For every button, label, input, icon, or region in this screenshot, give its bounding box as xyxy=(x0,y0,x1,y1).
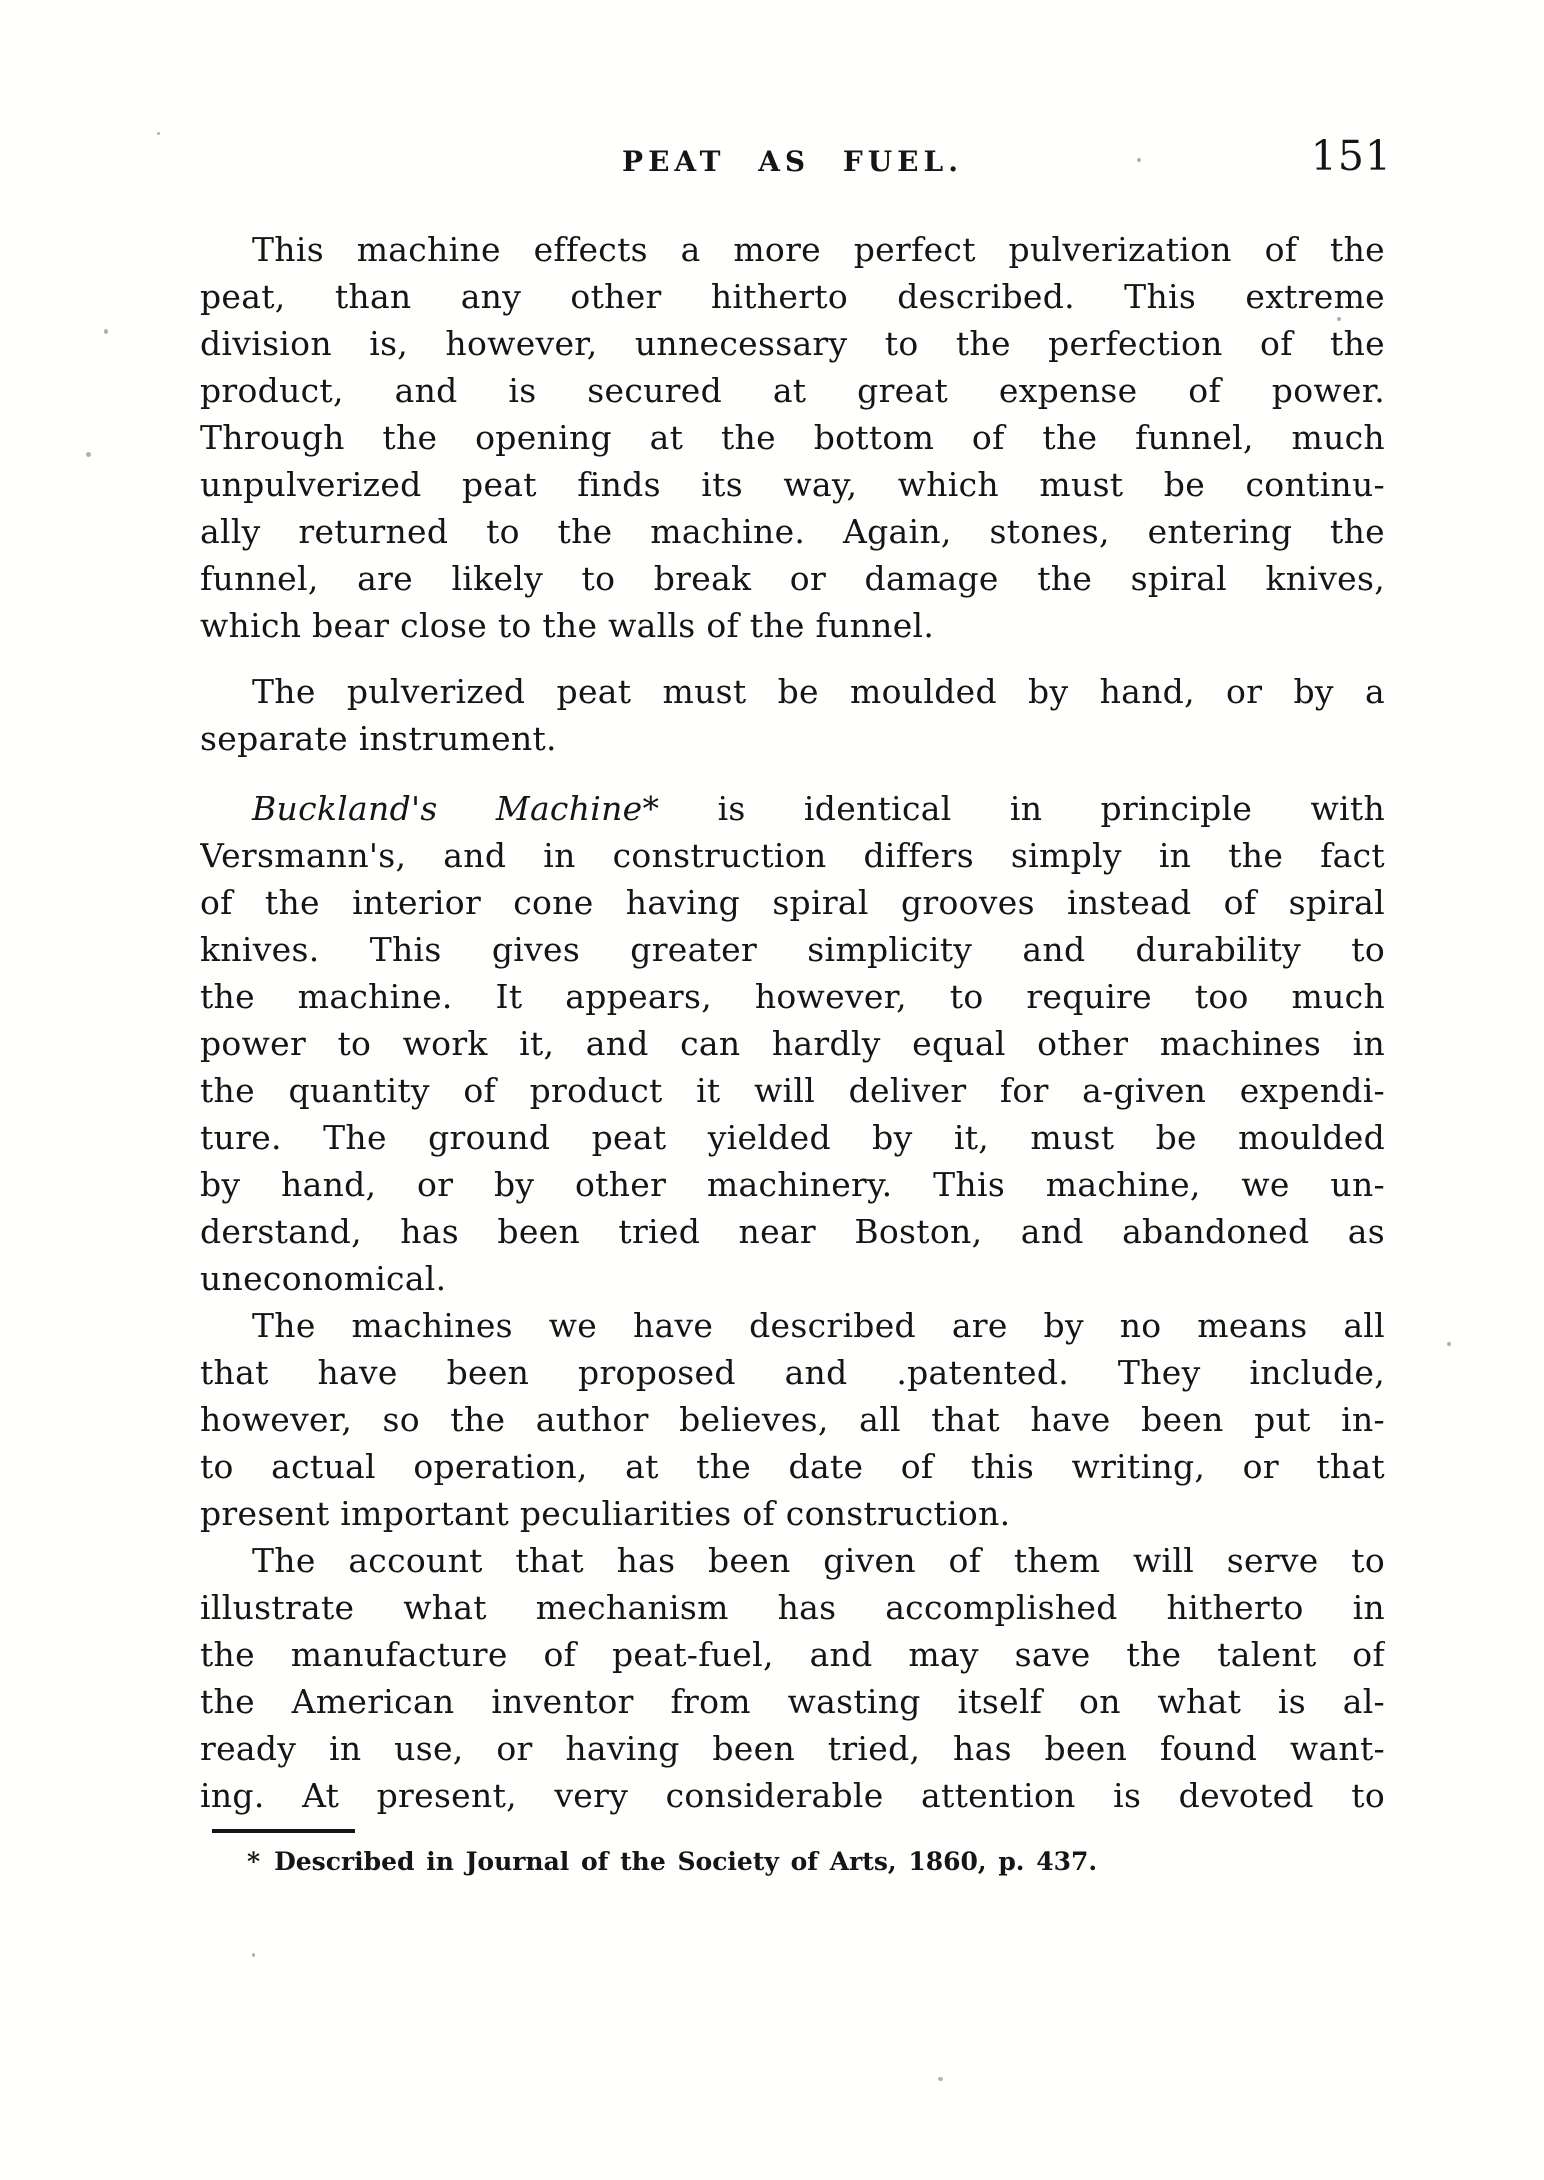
text-line: The pulverized peat must be moulded by hand, or by a xyxy=(252,672,1385,711)
footnote xyxy=(247,1846,1347,1879)
text-line: ally returned to the machine. Again, stones, entering the xyxy=(200,512,1385,551)
text-line: by hand, or by other machinery. This machine, we un- xyxy=(200,1165,1385,1204)
scan-speck xyxy=(1447,1342,1451,1346)
scan-speck xyxy=(157,132,160,135)
paragraph xyxy=(200,785,1385,1302)
paragraph xyxy=(200,1537,1385,1819)
paragraph xyxy=(200,668,1385,762)
text-line: Through the opening at the bottom of the funnel, much xyxy=(200,418,1385,457)
text-line: Buckland's Machine* is identical in principle with xyxy=(252,789,1385,828)
text-line: ing. At present, very considerable attention is devoted to xyxy=(200,1776,1385,1815)
paragraph xyxy=(200,1302,1385,1537)
footnote-text: Described in Journal of the Society of Arts, 1860, p. 437. xyxy=(274,1847,1098,1876)
footnote-rule xyxy=(212,1829,355,1833)
text-line: ready in use, or having been tried, has been found want- xyxy=(200,1729,1385,1768)
scan-speck xyxy=(1337,317,1341,321)
text-line: present important peculiarities of construction. xyxy=(200,1494,1011,1533)
text-line: The machines we have described are by no means all xyxy=(252,1306,1385,1345)
text-line: that have been proposed and .patented. They include, xyxy=(200,1353,1385,1392)
page-number: 151 xyxy=(1310,132,1392,180)
text-line: unpulverized peat finds its way, which must be continu- xyxy=(200,465,1385,504)
paragraph xyxy=(200,226,1385,649)
text-line: of the interior cone having spiral grooves instead of spiral xyxy=(200,883,1385,922)
text-line: peat, than any other hitherto described. This extreme xyxy=(200,277,1385,316)
text-line: the quantity of product it will deliver for a-given expendi- xyxy=(200,1071,1385,1110)
text-line: funnel, are likely to break or damage the spiral knives, xyxy=(200,559,1385,598)
scan-speck xyxy=(938,2077,943,2081)
text-line: Versmann's, and in construction differs simply in the fact xyxy=(200,836,1385,875)
text-line: This machine effects a more perfect pulverization of the xyxy=(252,230,1385,269)
italic-lead: Buckland's Machine* xyxy=(252,789,660,828)
text-line: the machine. It appears, however, to require too much xyxy=(200,977,1385,1016)
scan-speck xyxy=(1137,158,1141,162)
text-line: uneconomical. xyxy=(200,1259,447,1298)
text-line: The account that has been given of them will serve to xyxy=(252,1541,1385,1580)
running-header-title: PEAT AS FUEL. xyxy=(622,145,963,178)
text-line: illustrate what mechanism has accomplished hitherto in xyxy=(200,1588,1385,1627)
text-line: to actual operation, at the date of this writing, or that xyxy=(200,1447,1385,1486)
text-line: the manufacture of peat-fuel, and may save the talent of xyxy=(200,1635,1385,1674)
page-body xyxy=(200,226,1385,1819)
text-line: the American inventor from wasting itself on what is al- xyxy=(200,1682,1385,1721)
text-line: which bear close to the walls of the funnel. xyxy=(200,606,935,645)
text-line: separate instrument. xyxy=(200,719,557,758)
text-line: however, so the author believes, all that have been put in- xyxy=(200,1400,1385,1439)
scan-speck xyxy=(86,452,91,457)
text-line: knives. This gives greater simplicity and durability to xyxy=(200,930,1385,969)
scan-speck xyxy=(252,1953,255,1957)
footnote-marker: * xyxy=(247,1847,261,1876)
text-line: division is, however, unnecessary to the perfection of the xyxy=(200,324,1385,363)
text-line: derstand, has been tried near Boston, and abandoned as xyxy=(200,1212,1385,1251)
text-line: power to work it, and can hardly equal other machines in xyxy=(200,1024,1385,1063)
scan-speck xyxy=(104,329,108,334)
text-line: product, and is secured at great expense of power. xyxy=(200,371,1385,410)
text-line: ture. The ground peat yielded by it, must be moulded xyxy=(200,1118,1385,1157)
